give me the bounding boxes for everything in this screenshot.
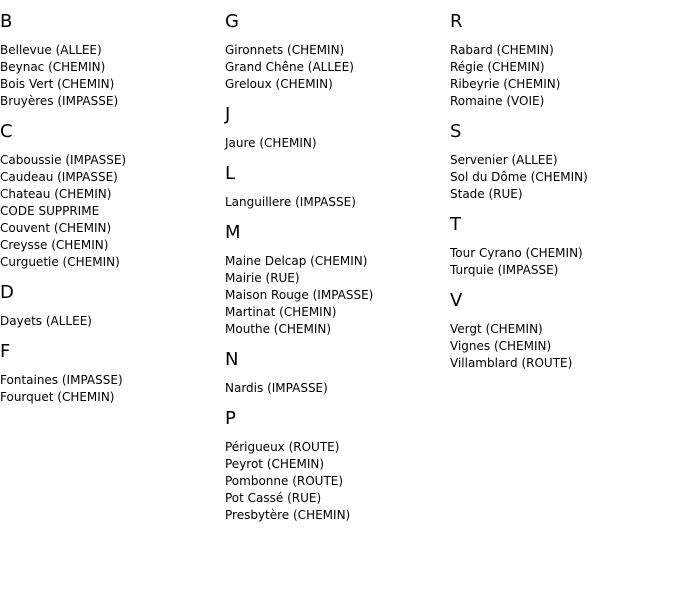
street-link[interactable]: Sol du Dôme (CHEMIN) (450, 170, 588, 184)
street-list (225, 439, 450, 524)
street-link[interactable]: Dayets (ALLEE) (0, 314, 92, 328)
section-letter-heading: J (225, 104, 231, 125)
street-link[interactable]: Fourquet (CHEMIN) (0, 390, 115, 404)
street-list-item (450, 59, 675, 76)
letter-group (450, 122, 675, 203)
street-list-item (225, 507, 450, 524)
street-list (450, 42, 675, 110)
street-list (225, 253, 450, 338)
street-link[interactable]: Pombonne (ROUTE) (225, 474, 344, 488)
street-index-column-2 (225, 0, 450, 536)
street-list-item (450, 321, 675, 338)
street-list (0, 152, 225, 271)
section-letter-heading: L (225, 163, 236, 184)
street-list-item (225, 59, 450, 76)
street-link[interactable]: Mouthe (CHEMIN) (225, 322, 332, 336)
letter-group (225, 12, 450, 93)
street-list (0, 372, 225, 406)
street-list-item (0, 254, 225, 271)
street-list-item (0, 237, 225, 254)
street-link[interactable]: Bruyères (IMPASSE) (0, 94, 119, 108)
street-list-item (225, 456, 450, 473)
street-link[interactable]: Servenier (ALLEE) (450, 153, 558, 167)
street-list (450, 152, 675, 203)
section-letter-heading: S (450, 121, 462, 142)
street-list (225, 380, 450, 397)
street-list-item (0, 152, 225, 169)
letter-group (0, 283, 225, 330)
street-link[interactable]: Bois Vert (CHEMIN) (0, 77, 115, 91)
street-list-item (0, 169, 225, 186)
street-list-item (0, 389, 225, 406)
street-link[interactable]: Creysse (CHEMIN) (0, 238, 109, 252)
street-list (225, 135, 450, 152)
street-link[interactable]: Caboussie (IMPASSE) (0, 153, 127, 167)
street-list-item (225, 76, 450, 93)
street-list-item (225, 380, 450, 397)
street-link[interactable]: Bellevue (ALLEE) (0, 43, 102, 57)
letter-group (225, 350, 450, 397)
section-letter-heading: C (0, 121, 13, 142)
street-list-item (225, 270, 450, 287)
street-list-item (225, 304, 450, 321)
street-link[interactable]: Peyrot (CHEMIN) (225, 457, 325, 471)
section-letter-heading: G (225, 11, 239, 32)
section-letter-heading: R (450, 11, 463, 32)
street-link[interactable]: Chateau (CHEMIN) (0, 187, 112, 201)
letter-group (225, 409, 450, 524)
street-list-item (0, 93, 225, 110)
street-list-item (225, 473, 450, 490)
street-link[interactable]: Nardis (IMPASSE) (225, 381, 328, 395)
street-link[interactable]: Régie (CHEMIN) (450, 60, 545, 74)
street-link[interactable]: Fontaines (IMPASSE) (0, 373, 123, 387)
street-link[interactable]: Vergt (CHEMIN) (450, 322, 543, 336)
street-list (450, 321, 675, 372)
street-list-item (225, 194, 450, 211)
section-letter-heading: F (0, 341, 11, 362)
street-list-item (450, 245, 675, 262)
street-list-item (450, 169, 675, 186)
street-list (0, 313, 225, 330)
street-list-item (450, 152, 675, 169)
street-link[interactable]: Villamblard (ROUTE) (450, 356, 573, 370)
street-list-item (450, 262, 675, 279)
letter-group (225, 164, 450, 211)
letter-group (225, 223, 450, 338)
street-link[interactable]: Jaure (CHEMIN) (225, 136, 317, 150)
street-list (225, 194, 450, 211)
street-list-item (450, 338, 675, 355)
street-list-item (225, 321, 450, 338)
street-list-item (225, 42, 450, 59)
street-link[interactable]: Caudeau (IMPASSE) (0, 170, 118, 184)
letter-group (0, 342, 225, 406)
letter-group (450, 215, 675, 279)
street-list-item (450, 42, 675, 59)
street-link[interactable]: Couvent (CHEMIN) (0, 221, 112, 235)
street-link[interactable]: Greloux (CHEMIN) (225, 77, 333, 91)
letter-group (225, 105, 450, 152)
street-link[interactable]: Romaine (VOIE) (450, 94, 545, 108)
street-list-item (450, 93, 675, 110)
letter-group (450, 12, 675, 110)
street-list (450, 245, 675, 279)
section-letter-heading: N (225, 349, 239, 370)
street-link[interactable]: Grand Chêne (ALLEE) (225, 60, 354, 74)
section-letter-heading: B (0, 11, 13, 32)
street-list (225, 42, 450, 93)
street-link[interactable]: Maine Delcap (CHEMIN) (225, 254, 368, 268)
street-link[interactable]: Maison Rouge (IMPASSE) (225, 288, 374, 302)
street-link[interactable]: Stade (RUE) (450, 187, 523, 201)
street-link[interactable]: Rabard (CHEMIN) (450, 43, 554, 57)
street-list-item (0, 203, 225, 220)
street-link[interactable]: Pot Cassé (RUE) (225, 491, 322, 505)
street-index-column-1 (0, 0, 225, 418)
section-letter-heading: V (450, 290, 463, 311)
street-link[interactable]: Ribeyrie (CHEMIN) (450, 77, 561, 91)
street-link[interactable]: CODE SUPPRIME (0, 204, 100, 218)
street-link[interactable]: Presbytère (CHEMIN) (225, 508, 351, 522)
street-link[interactable]: Mairie (RUE) (225, 271, 300, 285)
street-list (0, 42, 225, 110)
street-link[interactable]: Périgueux (ROUTE) (225, 440, 340, 454)
street-list-item (225, 490, 450, 507)
street-link[interactable]: Curguetie (CHEMIN) (0, 255, 120, 269)
street-list-item (450, 355, 675, 372)
letter-group (0, 122, 225, 271)
street-list-item (0, 59, 225, 76)
letter-group (0, 12, 225, 110)
street-list-item (225, 135, 450, 152)
street-list-item (0, 372, 225, 389)
street-link[interactable]: Tour Cyrano (CHEMIN) (450, 246, 583, 260)
section-letter-heading: T (450, 214, 461, 235)
street-list-item (450, 76, 675, 93)
street-list-item (0, 220, 225, 237)
section-letter-heading: D (0, 282, 14, 303)
street-link[interactable]: Languillere (IMPASSE) (225, 195, 356, 209)
section-letter-heading: P (225, 408, 236, 429)
street-list-item (0, 76, 225, 93)
street-link[interactable]: Beynac (CHEMIN) (0, 60, 106, 74)
street-list-item (225, 253, 450, 270)
street-link[interactable]: Gironnets (CHEMIN) (225, 43, 345, 57)
section-letter-heading: M (225, 222, 241, 243)
street-link[interactable]: Martinat (CHEMIN) (225, 305, 337, 319)
street-link[interactable]: Vignes (CHEMIN) (450, 339, 552, 353)
street-list-item (450, 186, 675, 203)
street-list-item (0, 42, 225, 59)
street-index-column-3 (450, 0, 675, 384)
street-list-item (0, 186, 225, 203)
street-list-item (225, 287, 450, 304)
street-link[interactable]: Turquie (IMPASSE) (450, 263, 559, 277)
street-list-item (0, 313, 225, 330)
letter-group (450, 291, 675, 372)
street-list-item (225, 439, 450, 456)
